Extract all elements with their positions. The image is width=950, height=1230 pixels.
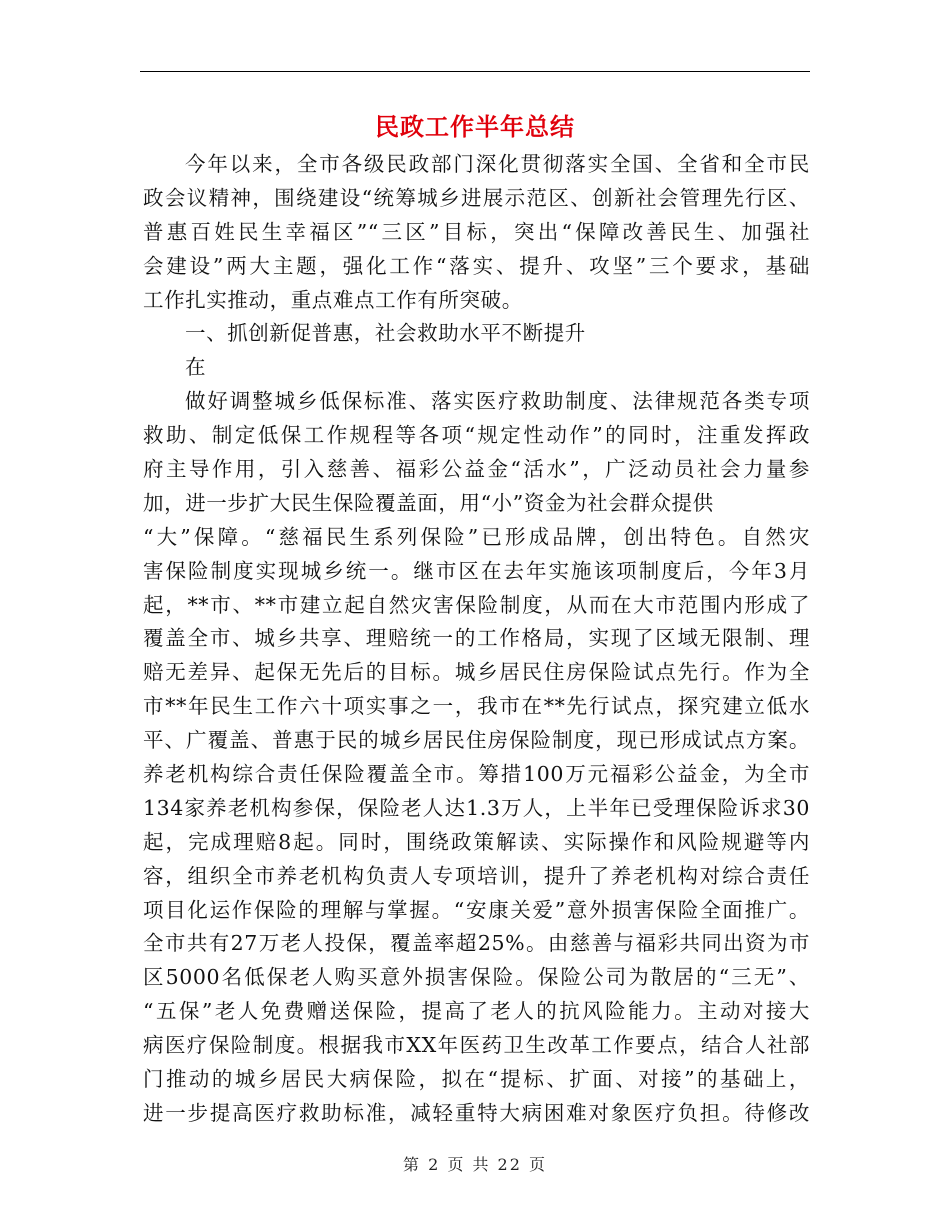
body-line: 工作扎实推动，重点难点工作有所突破。 (143, 287, 523, 312)
body-line: 救助、制定低保工作规程等各项“规定性动作”的同时，注重发挥政 (143, 423, 810, 448)
body-line: 会建设”两大主题，强化工作“落实、提升、攻坚”三个要求，基础 (143, 253, 810, 278)
body-line: 起，完成理赔8起。同时，围绕政策解读、实际操作和风险规避等内 (143, 829, 810, 854)
document-body (143, 148, 810, 1131)
body-line: 赔无差异、起保无先后的目标。城乡居民住房保险试点先行。作为全 (143, 660, 810, 685)
body-line: 养老机构综合责任保险覆盖全市。筹措100万元福彩公益金，为全市 (143, 762, 810, 787)
body-line: 一、抓创新促普惠，社会救助水平不断提升 (185, 321, 586, 346)
body-line: 府主导作用，引入慈善、福彩公益金“活水”，广泛动员社会力量参 (143, 457, 810, 482)
document-title: 民政工作半年总结 (375, 112, 575, 141)
body-line: 市**年民生工作六十项实事之一，我市在**先行试点，探究建立低水 (143, 694, 810, 719)
body-line: 平、广覆盖、普惠于民的城乡居民住房保险制度，现已形成试点方案。 (143, 728, 810, 753)
body-line: 起，**市、**市建立起自然灾害保险制度，从而在大市范围内形成了 (143, 592, 810, 617)
page-footer: 第 2 页 共 22 页 (403, 1155, 547, 1174)
body-line: 政会议精神，围绕建设“统筹城乡进展示范区、创新社会管理先行区、 (143, 185, 810, 210)
header-rule (140, 71, 810, 72)
body-line: 进一步提高医疗救助标准，减轻重特大病困难对象医疗负担。待修改 (143, 1100, 810, 1125)
body-line: “大”保障。“慈福民生系列保险”已形成品牌，创出特色。自然灾 (143, 524, 810, 549)
body-line: 门推动的城乡居民大病保险，拟在“提标、扩面、对接”的基础上， (143, 1067, 810, 1092)
body-line: “五保”老人免费赠送保险，提高了老人的抗风险能力。主动对接大 (143, 999, 810, 1024)
body-line: 在 (185, 355, 207, 380)
body-line: 区5000名低保老人购买意外损害保险。保险公司为散居的“三无”、 (143, 965, 810, 990)
body-line: 做好调整城乡低保标准、落实医疗救助制度、法律规范各类专项 (185, 389, 810, 414)
body-line: 害保险制度实现城乡统一。继市区在去年实施该项制度后，今年3月 (143, 558, 810, 583)
body-line: 134家养老机构参保，保险老人达1.3万人，上半年已受理保险诉求30 (143, 795, 810, 820)
body-line: 覆盖全市、城乡共享、理赔统一的工作格局，实现了区域无限制、理 (143, 626, 810, 651)
body-line: 病医疗保险制度。根据我市XX年医药卫生改革工作要点，结合人社部 (143, 1033, 810, 1058)
body-line: 今年以来，全市各级民政部门深化贯彻落实全国、全省和全市民 (185, 152, 810, 176)
body-line: 全市共有27万老人投保，覆盖率超25%。由慈善与福彩共同出资为市 (143, 931, 810, 956)
body-line: 加，进一步扩大民生保险覆盖面，用“小”资金为社会群众提供 (143, 490, 714, 515)
body-line: 容，组织全市养老机构负责人专项培训，提升了养老机构对综合责任 (143, 863, 810, 888)
body-line: 普惠百姓民生幸福区”“三区”目标，突出“保障改善民生、加强社 (143, 219, 810, 244)
body-line: 项目化运作保险的理解与掌握。“安康关爱”意外损害保险全面推广。 (143, 897, 810, 922)
